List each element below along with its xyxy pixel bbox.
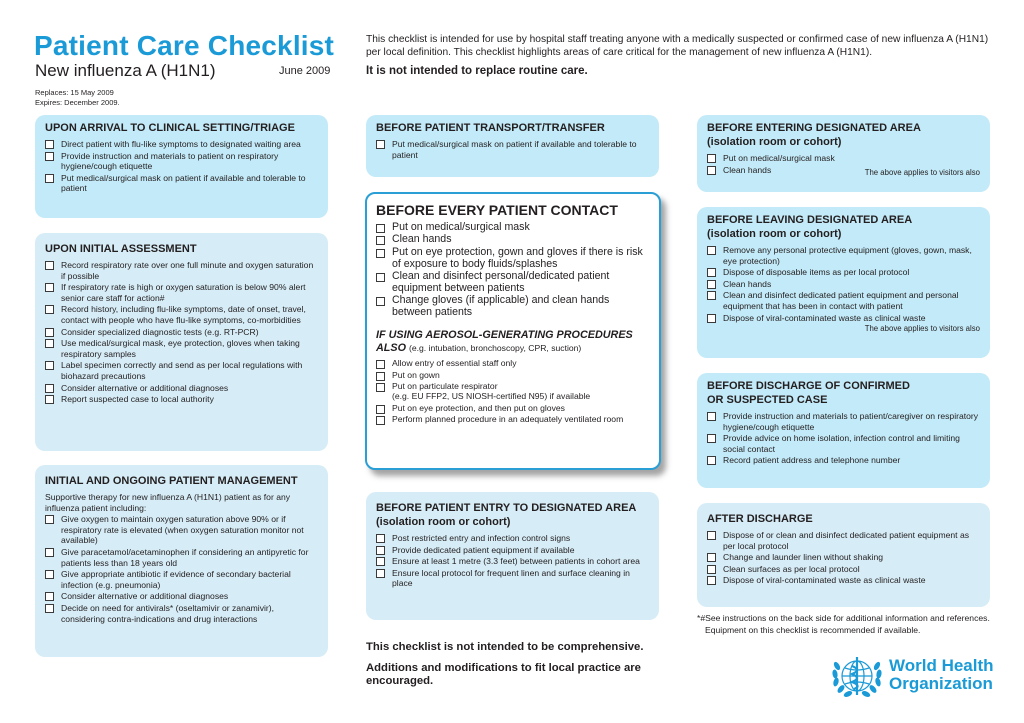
checklist-item: Clean and disinfect dedicated patient equipment and personal equipment that has been in contact with patient: [707, 290, 980, 311]
checkbox[interactable]: [376, 297, 385, 306]
page-title: Patient Care Checklist: [34, 30, 335, 61]
who-emblem-icon: [829, 652, 885, 702]
checklist-item: Consider specialized diagnostic tests (e.g. RT-PCR): [45, 327, 318, 338]
checkbox[interactable]: [45, 339, 54, 348]
checklist: [376, 222, 650, 319]
checkbox[interactable]: [376, 569, 385, 578]
checklist-item: Consider alternative or additional diagnoses: [45, 383, 318, 394]
page-subtitle: New influenza A (H1N1): [35, 61, 216, 80]
checkbox[interactable]: [45, 328, 54, 337]
checkbox[interactable]: [707, 280, 716, 289]
checklist-item: Put on eye protection, and then put on gloves: [376, 403, 650, 413]
section-entering-area: [697, 115, 990, 192]
checkbox[interactable]: [707, 456, 716, 465]
checkbox[interactable]: [707, 553, 716, 562]
checklist-item: Put medical/surgical mask on patient if available and tolerable to patient: [45, 173, 318, 194]
checklist-item: Report suspected case to local authority: [45, 394, 318, 405]
section-title: AFTER DISCHARGE: [707, 513, 813, 525]
checklist: [376, 139, 649, 160]
checklist-item: Direct patient with flu-like symptoms to designated waiting area: [45, 139, 318, 150]
footnote-line-2: Equipment on this checklist is recommended if available.: [705, 625, 921, 635]
checkbox[interactable]: [45, 174, 54, 183]
checklist-item: Ensure local protocol for frequent linen and surface cleaning in place: [376, 568, 649, 589]
who-wordmark: World Health Organization: [889, 656, 994, 693]
checklist-item: Clean surfaces as per local protocol: [707, 564, 980, 575]
respirator-note: (e.g. EU FFP2, US NIOSH-certified N95) if available: [392, 391, 591, 402]
checklist-item: Use medical/surgical mask, eye protection, gloves when taking respiratory samples: [45, 338, 318, 359]
checklist-item: Change and launder linen without shaking: [707, 552, 980, 563]
checklist-item: Provide instruction and materials to patient/caregiver on respiratory hygiene/cough etiquette: [707, 411, 980, 432]
intro-text: This checklist is intended for use by hospital staff treating anyone with a medically suspected or confirmed case of new influenza A (H1N1) per local definition. This checklist highlights areas of care critical for the management of new influenza A (H1N1).: [366, 34, 989, 58]
closing-line-2: Additions and modifications to fit local practice are encouraged.: [366, 662, 641, 687]
section-initial-assessment: [35, 233, 328, 451]
checklist: [45, 514, 318, 624]
section-title: BEFORE LEAVING DESIGNATED AREA (isolation room or cohort): [707, 214, 913, 240]
checklist-item: Dispose of viral-contaminated waste as clinical waste: [707, 313, 980, 324]
checklist-item: Ensure at least 1 metre (3.3 feet) between patients in cohort area: [376, 556, 649, 567]
section-title: UPON ARRIVAL TO CLINICAL SETTING/TRIAGE: [45, 122, 295, 134]
checkbox[interactable]: [45, 140, 54, 149]
checkbox[interactable]: [376, 372, 385, 381]
version-info: [35, 88, 120, 107]
intro-disclaimer: It is not intended to replace routine care.: [366, 65, 588, 77]
checklist-item: Give paracetamol/acetaminophen if considering an antipyretic for patients less than 18 years old: [45, 547, 318, 568]
checkbox[interactable]: [45, 361, 54, 370]
checklist-item: Decide on need for antivirals* (oseltamivir or zanamivir), considering contra-indications and drug interactions: [45, 603, 318, 624]
checkbox[interactable]: [376, 273, 385, 282]
section-after-discharge: [697, 503, 990, 607]
checkbox[interactable]: [707, 246, 716, 255]
section-title: BEFORE PATIENT ENTRY TO DESIGNATED AREA (isolation room or cohort): [376, 502, 637, 528]
checkbox[interactable]: [707, 154, 716, 163]
checkbox[interactable]: [376, 236, 385, 245]
checklist-item: Provide advice on home isolation, infection control and limiting social contact: [707, 433, 980, 454]
checklist-item: Dispose of or clean and disinfect dedicated patient equipment as per local protocol: [707, 530, 980, 551]
checklist: [45, 260, 318, 405]
section-title: BEFORE PATIENT TRANSPORT/TRANSFER: [376, 122, 605, 134]
checklist-item: Clean and disinfect personal/dedicated patient equipment between patients: [376, 271, 650, 295]
checklist: [707, 153, 980, 178]
checklist-item: Provide dedicated patient equipment if available: [376, 545, 649, 556]
checklist-item: Put on medical/surgical mask: [376, 222, 650, 234]
checklist-item: Provide instruction and materials to patient on respiratory hygiene/cough etiquette: [45, 151, 318, 172]
checkbox[interactable]: [376, 249, 385, 258]
checklist-item: Put on gown: [376, 370, 650, 380]
checkbox[interactable]: [45, 395, 54, 404]
section-leaving-area: [697, 207, 990, 358]
checkbox[interactable]: [707, 434, 716, 443]
checkbox[interactable]: [45, 261, 54, 270]
section-every-patient-contact: [365, 192, 661, 470]
checkbox[interactable]: [45, 548, 54, 557]
checklist: [376, 533, 649, 589]
checkbox[interactable]: [45, 592, 54, 601]
checklist-item: Clean hands: [707, 279, 980, 290]
checklist-item: Put on medical/surgical mask: [707, 153, 980, 164]
section-title: INITIAL AND ONGOING PATIENT MANAGEMENT: [45, 475, 298, 487]
checkbox[interactable]: [707, 565, 716, 574]
checkbox[interactable]: [45, 283, 54, 292]
checkbox[interactable]: [45, 570, 54, 579]
checklist-item: Clean hands: [707, 165, 980, 176]
checkbox[interactable]: [45, 604, 54, 613]
footnote: [697, 612, 1002, 636]
checklist: [707, 411, 980, 466]
checklist-item: Remove any personal protective equipment (gloves, gown, mask, eye protection): [707, 245, 980, 266]
checkbox[interactable]: [45, 152, 54, 161]
checklist-item: Label specimen correctly and send as per local regulations with biohazard precautions: [45, 360, 318, 381]
checklist-item: Perform planned procedure in an adequately ventilated room: [376, 414, 650, 424]
checkbox[interactable]: [45, 515, 54, 524]
checkbox[interactable]: [376, 224, 385, 233]
visitors-note: The above applies to visitors also: [864, 324, 980, 334]
section-title: BEFORE EVERY PATIENT CONTACT: [376, 202, 618, 218]
section-title: UPON INITIAL ASSESSMENT: [45, 243, 197, 255]
checklist-item: Give appropriate antibiotic if evidence of secondary bacterial infection (e.g. pneumonia): [45, 569, 318, 590]
replaces-text: Replaces: 15 May 2009: [35, 88, 114, 97]
checklist: [707, 530, 980, 586]
checkbox[interactable]: [707, 412, 716, 421]
checklist-item: Record history, including flu-like symptoms, date of onset, travel, contact with people who have flu-like symptoms, co-morbidities: [45, 304, 318, 325]
expires-text: Expires: December 2009.: [35, 97, 120, 107]
closing-statement: [366, 641, 666, 696]
section-transport: [366, 115, 659, 177]
checklist-item: Give oxygen to maintain oxygen saturation above 90% or if respiratory rate is elevated (when oxygen saturation monitor not available): [45, 514, 318, 546]
checklist-item: Put on eye protection, gown and gloves if there is risk of exposure to body fluids/splashes: [376, 247, 650, 271]
checklist-item: Record patient address and telephone number: [707, 455, 980, 466]
checkbox[interactable]: [707, 268, 716, 277]
checklist: [707, 245, 980, 323]
checkbox[interactable]: [707, 166, 716, 175]
visitors-note: The above applies to visitors also: [864, 168, 980, 178]
section-patient-entry: [366, 492, 659, 620]
checkbox[interactable]: [707, 314, 716, 323]
who-logo: [829, 652, 999, 702]
management-intro: Supportive therapy for new influenza A (H1N1) patient as for any influenza patient including:: [45, 492, 291, 513]
checklist-item: Dispose of disposable items as per local protocol: [707, 267, 980, 278]
checklist-item: Allow entry of essential staff only: [376, 358, 650, 368]
checklist-item: Consider alternative or additional diagnoses: [45, 591, 318, 602]
section-arrival: [35, 115, 328, 218]
aerosol-examples: (e.g. intubation, bronchoscopy, CPR, suction): [409, 342, 582, 353]
section-title: BEFORE DISCHARGE OF CONFIRMED OR SUSPECTED CASE: [707, 380, 910, 406]
checkbox[interactable]: [376, 416, 385, 425]
checkbox[interactable]: [376, 360, 385, 369]
checkbox[interactable]: [376, 383, 385, 392]
checkbox[interactable]: [45, 384, 54, 393]
checkbox[interactable]: [376, 557, 385, 566]
checkbox[interactable]: [376, 534, 385, 543]
section-before-discharge: [697, 373, 990, 488]
checklist-item: Post restricted entry and infection control signs: [376, 533, 649, 544]
publication-date: June 2009: [279, 65, 331, 77]
checklist: [45, 139, 318, 194]
closing-line-1: This checklist is not intended to be comprehensive.: [366, 641, 644, 653]
checklist-item: Put medical/surgical mask on patient if available and tolerable to patient: [376, 139, 649, 160]
checkbox[interactable]: [376, 140, 385, 149]
checkbox[interactable]: [376, 405, 385, 414]
footnote-line-1: *#See instructions on the back side for additional information and references.: [697, 613, 990, 623]
checklist-item: If respiratory rate is high or oxygen saturation is below 90% alert senior care staff for action#: [45, 282, 318, 303]
checkbox[interactable]: [707, 291, 716, 300]
checklist-item: Dispose of viral-contaminated waste as clinical waste: [707, 575, 980, 586]
section-title: BEFORE ENTERING DESIGNATED AREA (isolation room or cohort): [707, 122, 921, 148]
aerosol-heading: IF USING AEROSOL-GENERATING PROCEDURES ALSO (e.g. intubation, bronchoscopy, CPR, suction): [376, 329, 633, 354]
checkbox[interactable]: [376, 546, 385, 555]
checkbox[interactable]: [707, 531, 716, 540]
checklist-item: Clean hands: [376, 234, 650, 246]
checklist-item: Put on particulate respirator (e.g. EU FFP2, US NIOSH-certified N95) if available: [376, 381, 650, 402]
checkbox[interactable]: [45, 305, 54, 314]
checklist-item: Change gloves (if applicable) and clean hands between patients: [376, 295, 650, 319]
checkbox[interactable]: [707, 576, 716, 585]
section-patient-management: [35, 465, 328, 657]
aerosol-checklist: [376, 358, 650, 424]
checklist-item: Record respiratory rate over one full minute and oxygen saturation if possible: [45, 260, 318, 281]
